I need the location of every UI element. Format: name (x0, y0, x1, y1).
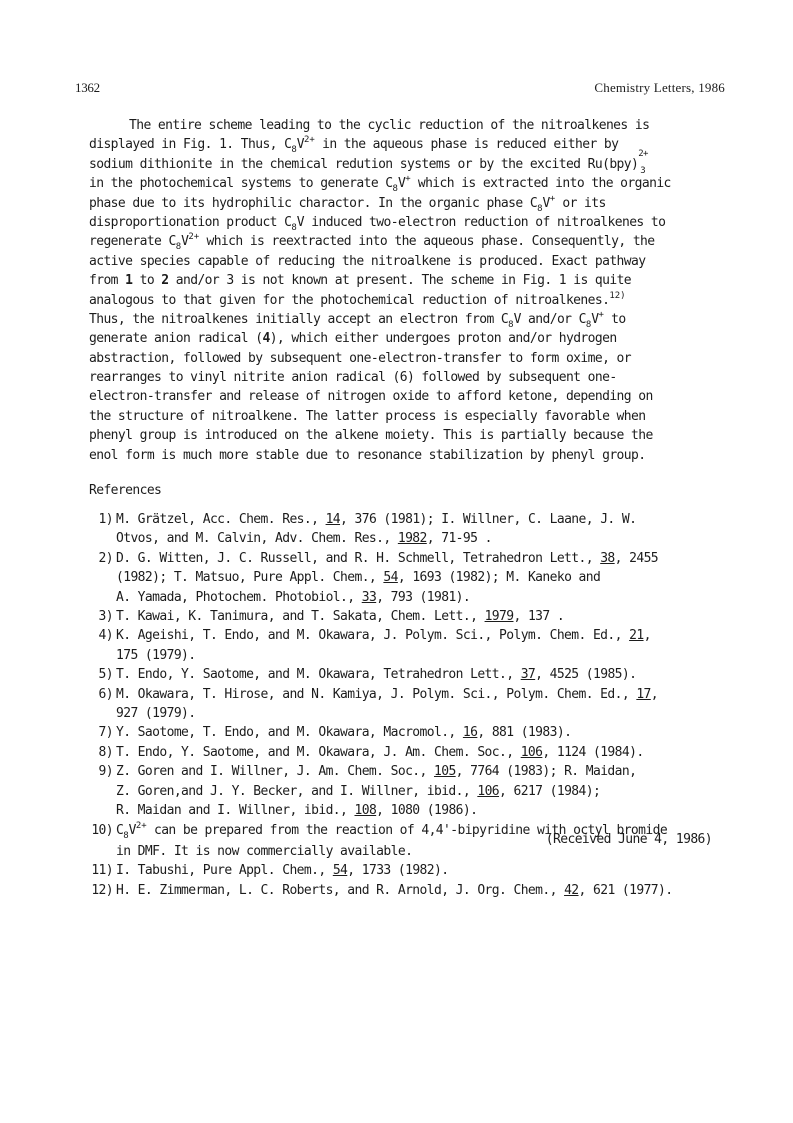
body-line (89, 135, 729, 154)
references-heading: References (89, 483, 162, 498)
body-text: generate anion radical ( (89, 331, 263, 347)
body-text: which is reextracted into the aqueous phase. Consequently, the (199, 234, 655, 250)
reference-item (89, 665, 729, 684)
reference-item (89, 685, 729, 724)
journal-title: Chemistry Letters, 1986 (594, 80, 725, 95)
volume-number: 21 (629, 628, 644, 644)
body-line (89, 148, 729, 176)
body-text: V (397, 176, 406, 192)
body-text: enol form is much more stable due to resonance stabilization by phenyl group. (89, 447, 646, 463)
volume-number: 1982 (397, 531, 427, 547)
volume-number: 42 (564, 882, 579, 898)
body-text: active species capable of reducing the nitroalkene is produced. Exact pathway (89, 253, 646, 269)
body-line (89, 329, 729, 348)
reference-number: 12) (91, 882, 113, 898)
reference-text: , (643, 628, 651, 644)
reference-number: 10) (91, 822, 113, 838)
reference-text: Z. Goren,and J. Y. Becker, and I. Willner, ibid., (116, 783, 478, 799)
reference-text: C (116, 822, 124, 838)
reference-text: , (650, 686, 659, 702)
body-text: electron-transfer and release of nitrogen oxide to afford ketone, depending on (89, 389, 653, 405)
body-text: V and/or C (513, 311, 586, 327)
reference-text: V (128, 822, 136, 838)
body-line (89, 407, 729, 426)
subscript: 8 (291, 145, 297, 156)
reference-text: , 71-95 . (426, 531, 492, 547)
reference-text: in DMF. It is now commercially available. (116, 843, 413, 859)
body-text: which is extracted into the organic (410, 176, 671, 192)
volume-number: 16 (462, 725, 478, 741)
reference-number: 4) (98, 628, 113, 644)
body-line (89, 252, 729, 271)
subscript: 8 (508, 319, 514, 330)
body-text: The entire scheme leading to the cyclic reduction of the nitroalkenes is (129, 118, 650, 133)
reference-text: M. Grätzel, Acc. Chem. Res., (116, 512, 326, 527)
body-line (89, 310, 729, 329)
body-text: V (296, 137, 305, 153)
compound-number: 1 (125, 273, 133, 289)
page-number: 1362 (75, 80, 100, 95)
reference-text: T. Endo, Y. Saotome, and M. Okawara, Tetrahedron Lett., (116, 667, 521, 683)
reference-text: D. G. Witten, J. C. Russell, and R. H. Schmell, Tetrahedron Lett., (116, 550, 601, 566)
body-text: disproportionation product C (89, 214, 292, 230)
reference-text: 175 (1979). (116, 647, 196, 663)
body-text: or its (555, 195, 606, 211)
body-text: and/or 3 is not known at present. The scheme in Fig. 1 is quite (168, 273, 632, 289)
body-text: V (591, 311, 599, 327)
volume-number: 1979 (484, 609, 514, 625)
body-text: regenerate C (89, 234, 176, 250)
body-text: from (89, 273, 126, 289)
reference-text: (1982); T. Matsuo, Pure Appl. Chem., (116, 570, 384, 586)
reference-item (89, 549, 729, 607)
charge-stack (638, 148, 652, 176)
body-text: phase due to its hydrophilic charactor. In the organic phase C (89, 195, 538, 211)
reference-text: H. E. Zimmerman, L. C. Roberts, and R. Arnold, J. Org. Chem., (116, 882, 565, 898)
body-line (89, 446, 729, 465)
body-text: abstraction, followed by subsequent one-electron-transfer to form oxime, or (89, 350, 632, 366)
citation-superscript: 12) (609, 290, 626, 301)
reference-item (89, 723, 729, 742)
superscript: 2+ (304, 135, 315, 146)
body-text: V induced two-electron reduction of nitroalkenes to (296, 214, 666, 230)
subscript: 8 (175, 242, 182, 253)
volume-number: 38 (600, 550, 615, 566)
body-line (89, 387, 729, 406)
reference-text: , 1124 (1984). (542, 744, 644, 760)
reference-number: 11) (91, 863, 113, 879)
body-text: in the photochemical systems to generate C (89, 176, 393, 192)
received-date: (Received June 4, 1986) (545, 832, 712, 847)
reference-text: , 7764 (1983); R. Maidan, (455, 764, 637, 780)
body-text: sodium dithionite in the chemical redution systems or by the excited Ru(bpy) (89, 156, 639, 172)
compound-number: 4 (262, 331, 270, 347)
reference-item (89, 626, 729, 665)
reference-text: , 1733 (1982). (347, 863, 449, 879)
subscript: 8 (392, 184, 398, 195)
body-line (89, 271, 729, 290)
body-text: the structure of nitroalkene. The latter process is especially favorable when (89, 408, 646, 424)
page-header (0, 80, 793, 100)
reference-text: , 621 (1977). (578, 882, 673, 898)
reference-item (89, 762, 729, 820)
reference-text: Z. Goren and I. Willner, J. Am. Chem. Soc., (116, 764, 434, 780)
reference-text: , 1080 (1986). (376, 803, 478, 819)
body-paragraph (89, 116, 729, 465)
body-line (89, 174, 729, 193)
superscript: 2+ (188, 232, 200, 243)
volume-number: 106 (520, 744, 543, 760)
reference-text: , 137 . (513, 609, 565, 625)
reference-text: , 793 (1981). (376, 589, 471, 605)
body-text: analogous to that given for the photochemical reduction of nitroalkenes. (89, 292, 610, 308)
reference-item (89, 510, 729, 549)
reference-item (89, 743, 729, 762)
reference-number: 1) (98, 512, 113, 527)
superscript: 2+ (135, 820, 147, 831)
reference-text: T. Endo, Y. Saotome, and M. Okawara, J. Am. Chem. Soc., (116, 744, 521, 760)
body-text: to (132, 273, 162, 289)
volume-number: 37 (520, 667, 536, 683)
body-line (89, 349, 729, 368)
subscript: 8 (291, 222, 297, 233)
compound-number: 2 (161, 273, 169, 289)
reference-number: 6) (98, 686, 113, 702)
body-text: Thus, the nitroalkenes initially accept an electron from C (89, 311, 509, 327)
superscript: 2+ (638, 148, 648, 159)
reference-text: , 6217 (1984); (499, 783, 601, 799)
body-line (89, 368, 729, 387)
superscript: + (549, 193, 556, 204)
body-line (89, 291, 729, 310)
reference-item (89, 881, 729, 900)
reference-number: 8) (98, 744, 113, 760)
reference-text: , 881 (1983). (477, 725, 572, 741)
subscript: 3 (640, 165, 646, 176)
body-text: V (542, 195, 550, 211)
reference-number: 7) (98, 725, 113, 741)
reference-number: 3) (98, 609, 113, 625)
body-line (89, 426, 729, 445)
volume-number: 14 (325, 512, 341, 527)
body-line (89, 232, 729, 251)
reference-text: , 4525 (1985). (535, 667, 637, 683)
reference-text: T. Kawai, K. Tanimura, and T. Sakata, Chem. Lett., (116, 609, 485, 625)
reference-item (89, 861, 729, 880)
volume-number: 106 (477, 783, 500, 799)
reference-text: can be prepared from the reaction of 4,4'-bipyridine with octyl bromide (146, 822, 668, 838)
body-text: ), which either undergoes proton and/or hydrogen (269, 331, 617, 347)
superscript: + (598, 309, 604, 320)
volume-number: 17 (636, 686, 651, 702)
volume-number: 108 (354, 803, 377, 819)
reference-item (89, 607, 729, 626)
subscript: 8 (585, 319, 592, 330)
body-text: in the aqueous phase is reduced either by (314, 137, 619, 153)
reference-number: 9) (98, 764, 113, 780)
body-line (89, 116, 729, 135)
body-text: V (181, 234, 189, 250)
superscript: + (405, 174, 411, 185)
volume-number: 54 (383, 570, 398, 586)
volume-number: 33 (361, 589, 377, 605)
body-text: rearranges to vinyl nitrite anion radical (6) followed by subsequent one- (89, 370, 617, 386)
body-text: to (603, 311, 626, 327)
subscript: 8 (123, 830, 129, 841)
reference-text: R. Maidan and I. Willner, ibid., (116, 803, 355, 819)
reference-text: , 376 (1981); I. Willner, C. Laane, J. W. (340, 512, 637, 527)
reference-text: Y. Saotome, T. Endo, and M. Okawara, Macromol., (116, 725, 463, 741)
subscript: 8 (537, 203, 543, 214)
reference-text: , 2455 (614, 550, 659, 566)
body-text: displayed in Fig. 1. Thus, C (89, 137, 292, 153)
body-text: phenyl group is introduced on the alkene moiety. This is partially because the (89, 428, 653, 444)
reference-number: 5) (98, 667, 113, 683)
volume-number: 54 (332, 863, 348, 879)
reference-text: , 1693 (1982); M. Kaneko and (397, 570, 601, 586)
reference-text: I. Tabushi, Pure Appl. Chem., (116, 863, 333, 879)
reference-number: 2) (98, 550, 113, 566)
reference-text: Otvos, and M. Calvin, Adv. Chem. Res., (116, 531, 398, 547)
body-line (89, 194, 729, 213)
volume-number: 105 (433, 764, 456, 780)
reference-text: K. Ageishi, T. Endo, and M. Okawara, J. Polym. Sci., Polym. Chem. Ed., (116, 628, 630, 644)
body-line (89, 213, 729, 232)
reference-text: M. Okawara, T. Hirose, and N. Kamiya, J. Polym. Sci., Polym. Chem. Ed., (116, 686, 637, 702)
reference-text: 927 (1979). (116, 706, 196, 722)
reference-text: A. Yamada, Photochem. Photobiol., (116, 589, 362, 605)
